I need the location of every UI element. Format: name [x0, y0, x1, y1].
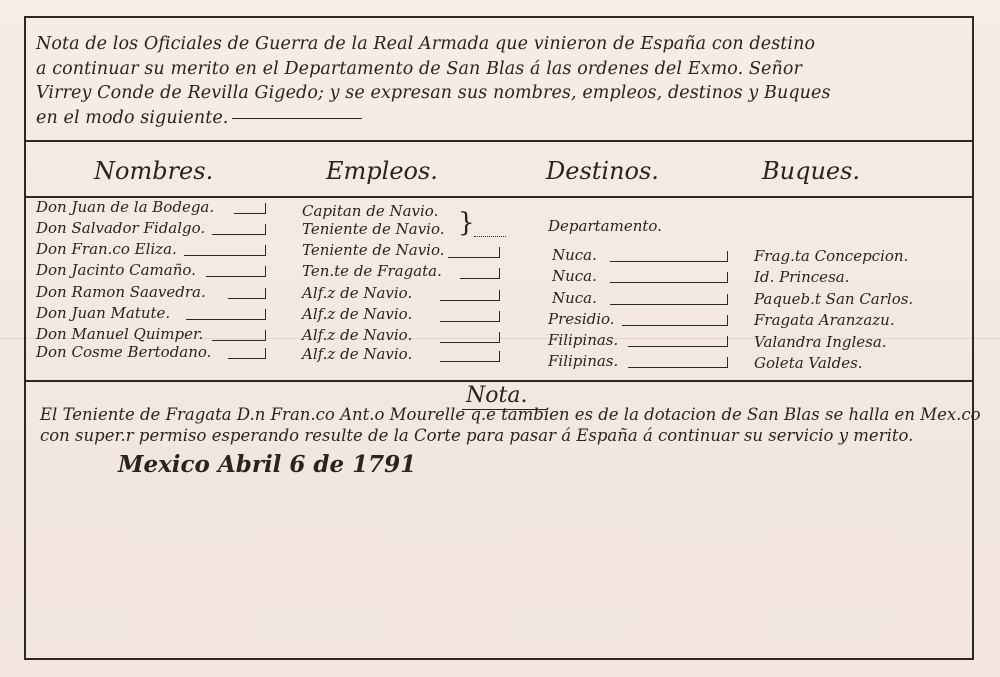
name-entry: Don Jacinto Camaño.	[36, 261, 196, 279]
filler-line	[228, 348, 266, 359]
intro-line: Virrey Conde de Revilla Gigedo; y se expresan sus nombres, empleos, destinos y Buques	[36, 83, 831, 103]
filler-dash	[232, 118, 362, 119]
filler-line	[448, 247, 500, 258]
filler-line	[228, 288, 266, 299]
ship-entry: Valandra Inglesa.	[754, 333, 887, 351]
rank-entry: Alf.z de Navio.	[302, 305, 413, 323]
filler-line	[206, 266, 266, 277]
destination-entry: Filipinas.	[548, 352, 619, 370]
ship-entry: Id. Princesa.	[754, 268, 850, 286]
nota-line: El Teniente de Fragata D.n Fran.co Ant.o Mourelle q.e tambien es de la dotacion de San Blas se halla en Mex.co	[40, 405, 981, 424]
name-entry: Don Salvador Fidalgo.	[36, 219, 206, 237]
destination-entry: Nuca.	[552, 267, 597, 285]
name-entry: Don Cosme Bertodano.	[36, 343, 212, 361]
name-entry: Don Ramon Saavedra.	[36, 283, 206, 301]
rank-entry: Ten.te de Fragata.	[302, 262, 442, 280]
date-signature: Mexico Abril 6 de 1791	[118, 451, 417, 478]
header-empleos: Empleos.	[326, 157, 438, 185]
header-buques: Buques.	[762, 157, 861, 185]
filler-line	[212, 330, 266, 341]
destination-entry: Nuca.	[552, 289, 597, 307]
filler-line	[440, 332, 500, 343]
destination-entry: Filipinas.	[548, 331, 619, 349]
ship-entry: Fragata Aranzazu.	[754, 311, 895, 329]
intro-paragraph	[36, 32, 966, 130]
name-entry: Don Juan de la Bodega.	[36, 198, 215, 216]
name-entry: Don Juan Matute.	[36, 304, 171, 322]
destination-entry: Presidio.	[548, 310, 615, 328]
header-destinos: Destinos.	[546, 157, 659, 185]
intro-line: a continuar su merito en el Departamento de San Blas á las ordenes del Exmo. Señor	[36, 58, 802, 79]
nota-line: con super.r permiso esperando resulte de la Corte para pasar á España á continuar su servicio y merito.	[40, 426, 914, 445]
rank-entry: Capitan de Navio.	[302, 202, 439, 220]
filler-line	[610, 272, 728, 283]
rank-entry: Teniente de Navio.	[302, 220, 445, 238]
destination-entry: Departamento.	[548, 217, 662, 235]
ship-entry: Goleta Valdes.	[754, 354, 863, 372]
filler-line	[610, 294, 728, 305]
brace-mark: }	[458, 208, 475, 238]
ship-entry: Frag.ta Concepcion.	[754, 247, 909, 265]
rank-entry: Teniente de Navio.	[302, 241, 445, 259]
nota-paragraph	[40, 404, 981, 446]
name-entry: Don Fran.co Eliza.	[36, 240, 177, 258]
filler-line	[234, 203, 266, 214]
name-entry: Don Manuel Quimper.	[36, 325, 204, 343]
rank-entry: Alf.z de Navio.	[302, 345, 413, 363]
filler-line	[622, 315, 728, 326]
nota-title: Nota.	[466, 383, 528, 408]
filler-line	[440, 311, 500, 322]
rule-below-table	[24, 380, 974, 382]
destination-entry: Nuca.	[552, 246, 597, 264]
ship-entry: Paqueb.t San Carlos.	[754, 290, 914, 308]
filler-line	[460, 268, 500, 279]
intro-line	[36, 106, 966, 131]
filler-line	[212, 224, 266, 235]
filler-line	[186, 309, 266, 320]
filler-line	[440, 290, 500, 301]
filler-line	[474, 226, 506, 237]
rank-entry: Alf.z de Navio.	[302, 326, 413, 344]
filler-line	[628, 357, 728, 368]
filler-line	[440, 351, 500, 362]
filler-line	[628, 336, 728, 347]
intro-line-text: en el modo siguiente.	[36, 107, 229, 128]
filler-line	[610, 251, 728, 262]
rule-below-intro	[24, 140, 974, 142]
filler-line	[184, 245, 266, 256]
intro-line: Nota de los Oficiales de Guerra de la Real Armada que vinieron de España con destino	[36, 34, 816, 54]
header-nombres: Nombres.	[94, 157, 214, 185]
rank-entry: Alf.z de Navio.	[302, 284, 413, 302]
